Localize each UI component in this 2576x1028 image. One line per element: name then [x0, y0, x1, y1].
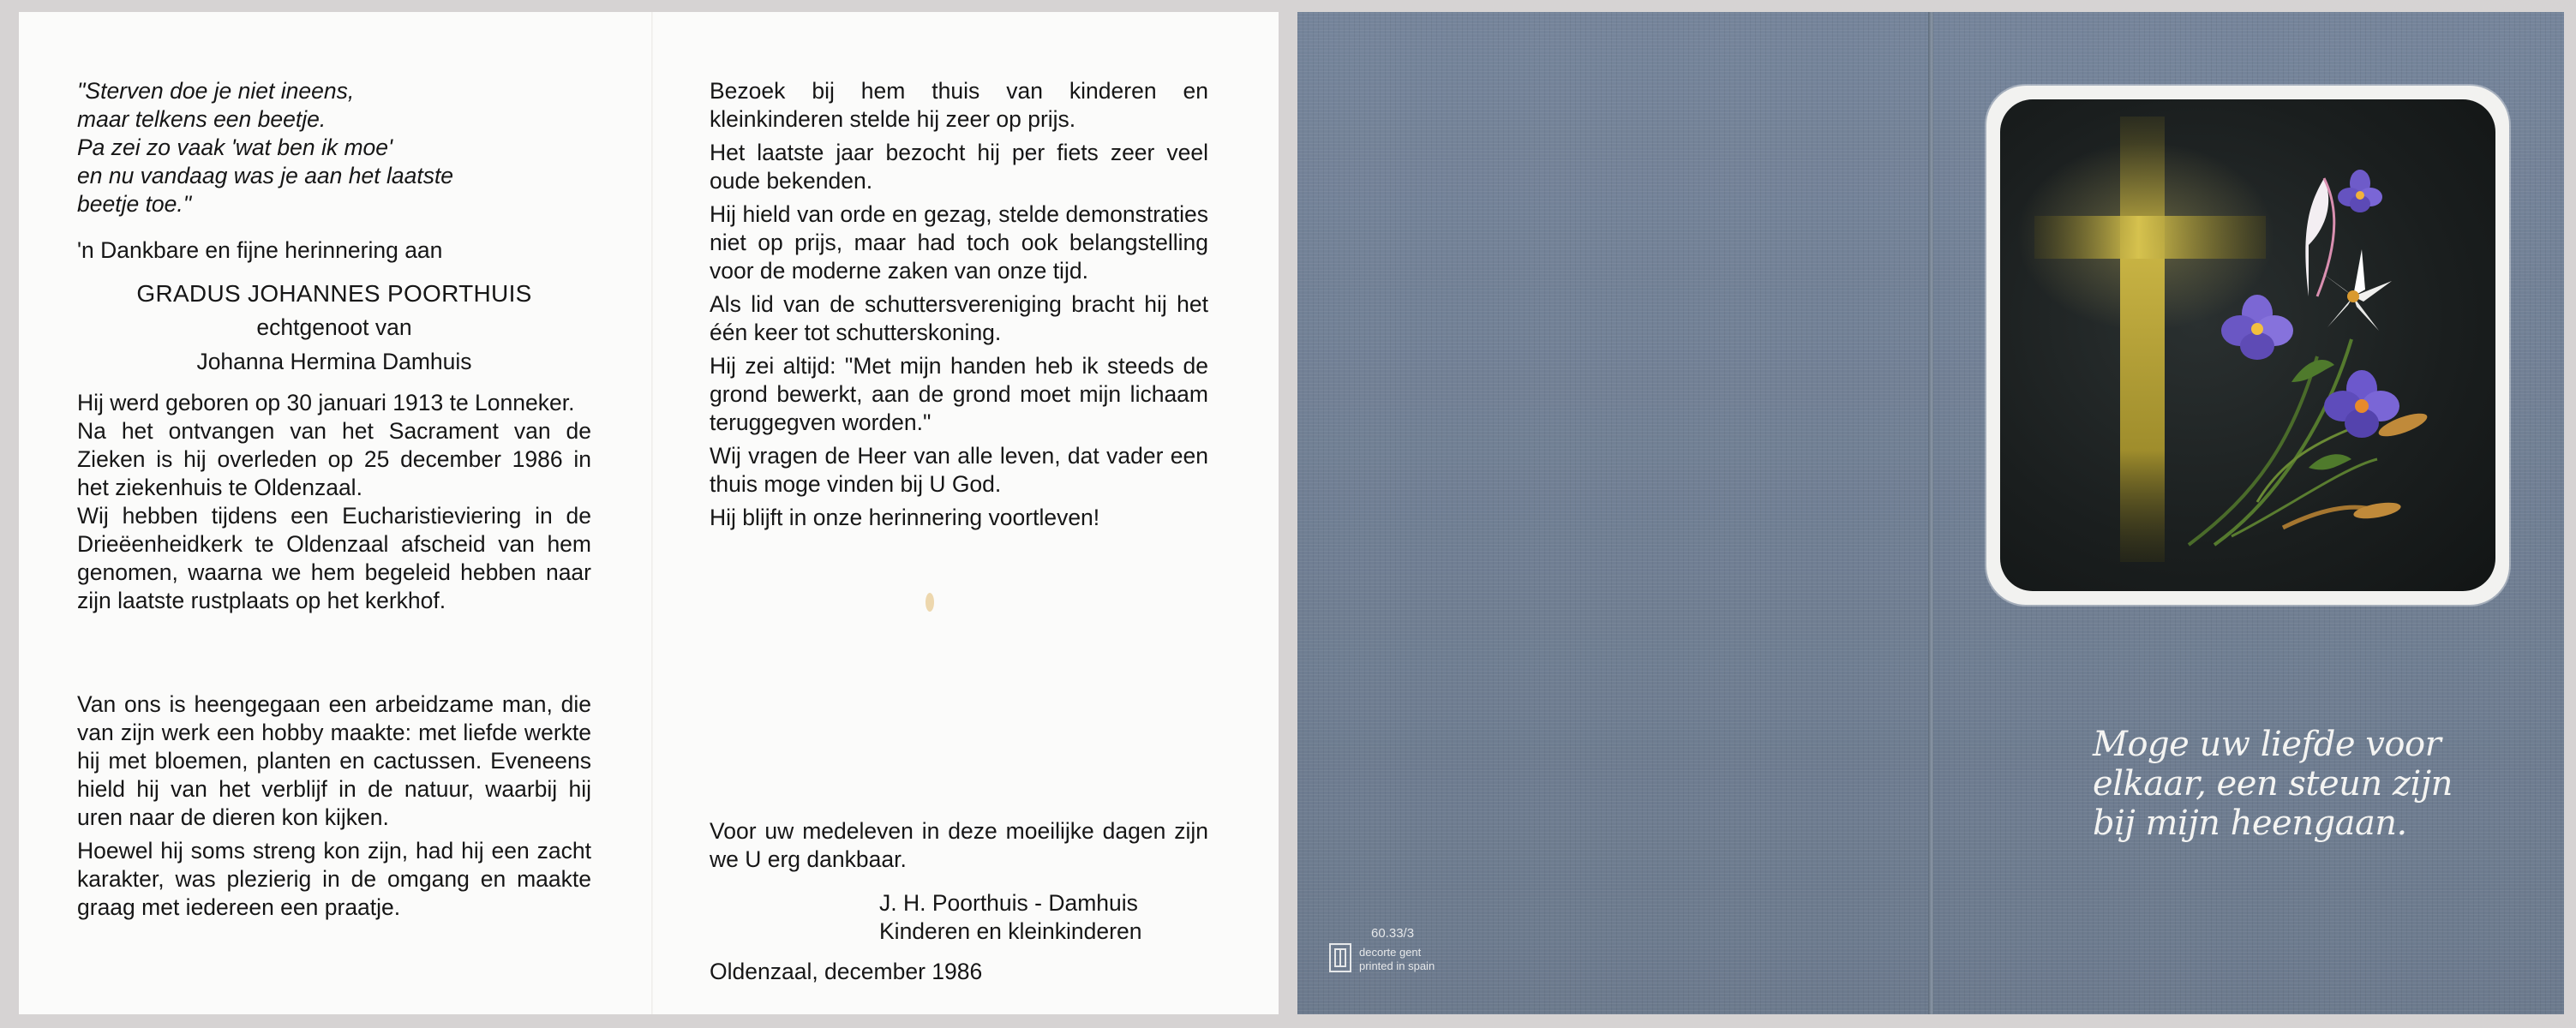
biography-paragraph: Hij hield van orde en gezag, stelde demonstraties niet op prijs, maar had toch ook belangstelling voor de moderne zaken van onze tijd.: [710, 201, 1208, 284]
poem-line: en nu vandaag was je aan het laatste: [77, 163, 454, 188]
biography-paragraph: Van ons is heengegaan een arbeidzame man, die van zijn werk een hobby maakte: met liefde werkte hij met bloemen, planten en cactussen. Eveneens hield hij van het verblijf in de natuur, waarbij hij uren naar de dieren kon kijken.: [77, 691, 591, 830]
place-date: Oldenzaal, december 1986: [710, 959, 983, 984]
biography-paragraph: Hij zei altijd: "Met mijn handen heb ik steeds de grond bewerkt, aan de grond moet mijn lichaam teruggegven worden.": [710, 353, 1208, 435]
biography-paragraph: Bezoek bij hem thuis van kinderen en kleinkinderen stelde hij zeer op prijs.: [710, 78, 1208, 132]
stain-spot: [926, 593, 934, 612]
memorial-intro: 'n Dankbare en fijne herinnering aan: [77, 237, 443, 263]
inner-left-panel: [19, 12, 653, 1014]
biography-block-2: [77, 690, 591, 922]
biography-paragraph: Hoewel hij soms streng kon zijn, had hij een zacht karakter, was plezierig in de omgang en maakte graag met iedereen een praatje.: [77, 838, 591, 920]
spouse-label: echtgenoot van: [256, 314, 412, 340]
cover-quote-line: bij mijn heengaan.: [2093, 804, 2407, 843]
poem-line: maar telkens een beetje.: [77, 106, 326, 132]
picture-frame: [1986, 86, 2509, 605]
cover-quote: [2093, 725, 2470, 843]
biography-paragraph: Na het ontvangen van het Sacrament van de Zieken is hij overleden op 25 december 1986 in het ziekenhuis te Oldenzaal.: [77, 418, 591, 500]
biography-paragraph: Wij hebben tijdens een Eucharistieviering in de Drieëenheidkerk te Oldenzaal afscheid van hem genomen, waarna we hem begeleid hebben naar zijn laatste rustplaats op het kerkhof.: [77, 503, 591, 613]
deceased-name: GRADUS JOHANNES POORTHUIS: [136, 280, 532, 307]
picture: [2000, 99, 2495, 591]
biography-paragraph: Wij vragen de Heer van alle leven, dat vader een thuis moge vinden bij U God.: [710, 443, 1208, 497]
print-brand: decorte gent: [1359, 946, 1422, 959]
signature-family: J. H. Poorthuis - Damhuis: [879, 890, 1138, 916]
print-origin: printed in spain: [1359, 959, 1435, 972]
printer-logo-icon: [1328, 942, 1352, 973]
biography-block-1: [77, 389, 591, 615]
cover-quote-line: Moge uw liefde voor: [2093, 725, 2441, 764]
signature-children: Kinderen en kleinkinderen: [879, 918, 1142, 944]
thanks-text: Voor uw medeleven in deze moeilijke dagen zijn we U erg dankbaar.: [710, 818, 1208, 872]
closing-line: Hij blijft in onze herinnering voortleven!: [710, 505, 1100, 530]
front-cover: [1933, 12, 2564, 1014]
print-code: 60.33/3: [1371, 926, 1415, 941]
poem: [77, 77, 591, 218]
poem-line: Pa zei zo vaak 'wat ben ik moe': [77, 134, 393, 160]
inner-right-panel: [653, 12, 1279, 1014]
spouse-name: Johanna Hermina Damhuis: [196, 349, 472, 374]
biography-paragraph: Als lid van de schuttersvereniging bracht hij het één keer tot schutterskoning.: [710, 291, 1208, 345]
cover-quote-line: elkaar, een steun zijn: [2093, 764, 2453, 804]
poem-line: beetje toe.": [77, 191, 192, 217]
back-cover: [1297, 12, 1930, 1014]
poem-line: "Sterven doe je niet ineens,: [77, 78, 355, 104]
cross-with-flowers-icon: [2000, 99, 2495, 591]
biography-block-3: [710, 77, 1208, 532]
biography-paragraph: Hij werd geboren op 30 januari 1913 te Lonneker.: [77, 390, 575, 415]
biography-paragraph: Het laatste jaar bezocht hij per fiets zeer veel oude bekenden.: [710, 140, 1208, 194]
